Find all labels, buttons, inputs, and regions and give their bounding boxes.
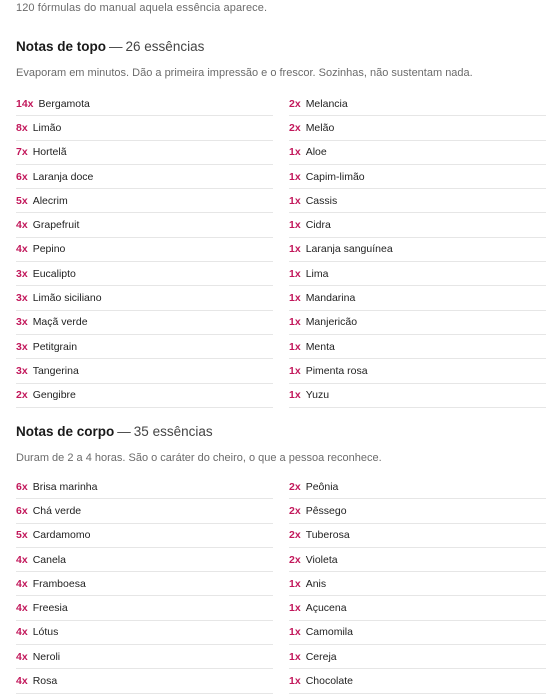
- essence-list-item: [16, 141, 273, 165]
- essence-name: Cardamomo: [32, 529, 91, 542]
- essence-frequency: 1x: [289, 389, 301, 402]
- essence-name: Gengibre: [32, 389, 76, 402]
- essence-frequency: 1x: [289, 364, 301, 377]
- section-description: Duram de 2 a 4 horas. São o caráter do cheiro, o que a pessoa reconhece.: [16, 452, 382, 464]
- essence-list-item: [16, 213, 273, 237]
- essence-list-item: [16, 475, 273, 499]
- essence-list-item: [16, 189, 273, 213]
- essence-list-item: [16, 286, 273, 310]
- essence-name: Maçã verde: [32, 316, 88, 329]
- essence-name: Melancia: [305, 97, 348, 110]
- essence-frequency: 1x: [289, 194, 301, 207]
- essence-frequency: 3x: [16, 316, 28, 329]
- essence-frequency: 1x: [289, 267, 301, 280]
- essence-grid: [16, 92, 546, 408]
- essence-frequency: 6x: [16, 504, 28, 517]
- essence-name: Menta: [305, 340, 335, 353]
- essence-frequency: 4x: [16, 675, 28, 688]
- essence-list-item: [289, 499, 546, 523]
- essence-count: 35: [133, 424, 149, 439]
- essence-grid: [16, 475, 546, 694]
- essence-frequency: 2x: [16, 389, 28, 402]
- essence-frequency: 1x: [289, 626, 301, 639]
- essence-name: Açucena: [305, 602, 347, 615]
- essence-name: Cassis: [305, 194, 338, 207]
- essence-frequency: 3x: [16, 292, 28, 305]
- essence-name: Limão siciliano: [32, 292, 102, 305]
- essence-frequency: 2x: [289, 529, 301, 542]
- essence-name: Freesia: [32, 602, 68, 615]
- essence-frequency: 2x: [289, 97, 301, 110]
- section-name: Notas de corpo: [16, 424, 115, 439]
- essence-list-item: [16, 548, 273, 572]
- title-dash: —: [109, 39, 123, 54]
- essence-name: Hortelã: [32, 146, 67, 159]
- essence-name: Framboesa: [32, 577, 86, 590]
- essence-name: Melão: [305, 121, 335, 134]
- essence-list-item: [289, 359, 546, 383]
- essence-name: Rosa: [32, 675, 58, 688]
- essence-name: Alecrim: [32, 194, 68, 207]
- essence-list-item: [289, 92, 546, 116]
- title-dash: —: [117, 424, 131, 439]
- essence-name: Tuberosa: [305, 529, 350, 542]
- essence-list-item: [289, 335, 546, 359]
- essence-name: Violeta: [305, 553, 338, 566]
- essence-name: Manjericão: [305, 316, 358, 329]
- essence-name: Laranja doce: [32, 170, 94, 183]
- essence-list-item: [289, 165, 546, 189]
- essence-frequency: 2x: [289, 504, 301, 517]
- section-description: Evaporam em minutos. Dão a primeira impressão e o frescor. Sozinhas, não sustentam nada.: [16, 67, 473, 79]
- essence-name: Pêssego: [305, 504, 347, 517]
- essence-list-item: [16, 92, 273, 116]
- essence-frequency: 1x: [289, 292, 301, 305]
- essence-frequency: 1x: [289, 219, 301, 232]
- essence-frequency: 2x: [289, 121, 301, 134]
- essence-name: Lótus: [32, 626, 59, 639]
- essence-list-item: [289, 116, 546, 140]
- essence-list-item: [289, 548, 546, 572]
- essence-frequency: 4x: [16, 553, 28, 566]
- essence-name: Neroli: [32, 650, 61, 663]
- essence-list-item: [289, 141, 546, 165]
- essence-name: Petitgrain: [32, 340, 78, 353]
- essence-frequency: 4x: [16, 650, 28, 663]
- essence-list-item: [289, 384, 546, 408]
- essence-count: 26: [125, 39, 141, 54]
- essence-list-item: [16, 669, 273, 693]
- essence-frequency: 3x: [16, 340, 28, 353]
- essence-name: Capim-limão: [305, 170, 365, 183]
- essence-list-item: [16, 262, 273, 286]
- intro-text: 120 fórmulas do manual aquela essência aparece.: [16, 2, 268, 14]
- essence-frequency: 7x: [16, 146, 28, 159]
- essence-name: Laranja sanguínea: [305, 243, 393, 256]
- essence-list-item: [16, 524, 273, 548]
- essence-name: Lima: [305, 267, 329, 280]
- essence-name: Chá verde: [32, 504, 82, 517]
- essence-frequency: 4x: [16, 243, 28, 256]
- section-title: [16, 38, 546, 56]
- essence-frequency: 4x: [16, 577, 28, 590]
- essence-frequency: 1x: [289, 577, 301, 590]
- essence-list-item: [289, 286, 546, 310]
- essence-name: Yuzu: [305, 389, 330, 402]
- essence-frequency: 1x: [289, 340, 301, 353]
- essence-list-item: [16, 359, 273, 383]
- essence-list-item: [16, 335, 273, 359]
- essence-name: Camomila: [305, 626, 353, 639]
- essence-name: Brisa marinha: [32, 480, 98, 493]
- essence-frequency: 1x: [289, 650, 301, 663]
- section-title: [16, 423, 546, 441]
- essence-list-item: [16, 384, 273, 408]
- essence-name: Limão: [32, 121, 62, 134]
- essence-name: Aloe: [305, 146, 327, 159]
- essence-frequency: 1x: [289, 316, 301, 329]
- essence-list-item: [289, 524, 546, 548]
- essence-frequency: 1x: [289, 146, 301, 159]
- essence-list-item: [16, 116, 273, 140]
- essence-name: Canela: [32, 553, 66, 566]
- section-name: Notas de topo: [16, 39, 106, 54]
- essence-frequency: 5x: [16, 194, 28, 207]
- essence-list-item: [289, 475, 546, 499]
- essence-list-item: [289, 572, 546, 596]
- essence-frequency: 2x: [289, 480, 301, 493]
- essence-name: Chocolate: [305, 675, 353, 688]
- essence-frequency: 4x: [16, 602, 28, 615]
- essence-frequency: 4x: [16, 219, 28, 232]
- essence-list-item: [289, 596, 546, 620]
- essence-list-item: [289, 213, 546, 237]
- essence-frequency: 1x: [289, 170, 301, 183]
- essence-list-item: [289, 621, 546, 645]
- essence-name: Cidra: [305, 219, 331, 232]
- essence-frequency: 6x: [16, 170, 28, 183]
- essence-list-item: [16, 238, 273, 262]
- essence-list-item: [289, 262, 546, 286]
- essence-count-suffix: essências: [152, 424, 213, 439]
- essence-list-item: [289, 189, 546, 213]
- essence-frequency: 6x: [16, 480, 28, 493]
- essence-frequency: 1x: [289, 602, 301, 615]
- essence-name: Tangerina: [32, 364, 79, 377]
- section-top-notes: [16, 38, 546, 402]
- essence-list-item: [289, 311, 546, 335]
- essence-name: Eucalipto: [32, 267, 76, 280]
- essence-name: Pimenta rosa: [305, 364, 368, 377]
- essence-name: Cereja: [305, 650, 337, 663]
- essence-frequency: 2x: [289, 553, 301, 566]
- essence-frequency: 8x: [16, 121, 28, 134]
- essence-name: Peônia: [305, 480, 339, 493]
- essence-list-item: [289, 669, 546, 693]
- essence-list-item: [16, 645, 273, 669]
- essence-frequency: 1x: [289, 243, 301, 256]
- essence-count-suffix: essências: [144, 39, 205, 54]
- essence-list-item: [289, 645, 546, 669]
- essence-name: Grapefruit: [32, 219, 80, 232]
- essence-name: Pepino: [32, 243, 66, 256]
- essence-list-item: [16, 621, 273, 645]
- essence-frequency: 3x: [16, 267, 28, 280]
- essence-list-item: [16, 572, 273, 596]
- essence-list-item: [289, 238, 546, 262]
- essence-name: Mandarina: [305, 292, 356, 305]
- essence-list-item: [16, 499, 273, 523]
- essence-frequency: 4x: [16, 626, 28, 639]
- essence-list-item: [16, 596, 273, 620]
- essence-frequency: 14x: [16, 97, 34, 110]
- essence-list-item: [16, 165, 273, 189]
- section-body-notes: [16, 423, 546, 688]
- essence-list-item: [16, 311, 273, 335]
- essence-frequency: 1x: [289, 675, 301, 688]
- essence-name: Bergamota: [38, 97, 90, 110]
- essence-frequency: 3x: [16, 364, 28, 377]
- essence-frequency: 5x: [16, 529, 28, 542]
- essence-name: Anis: [305, 577, 327, 590]
